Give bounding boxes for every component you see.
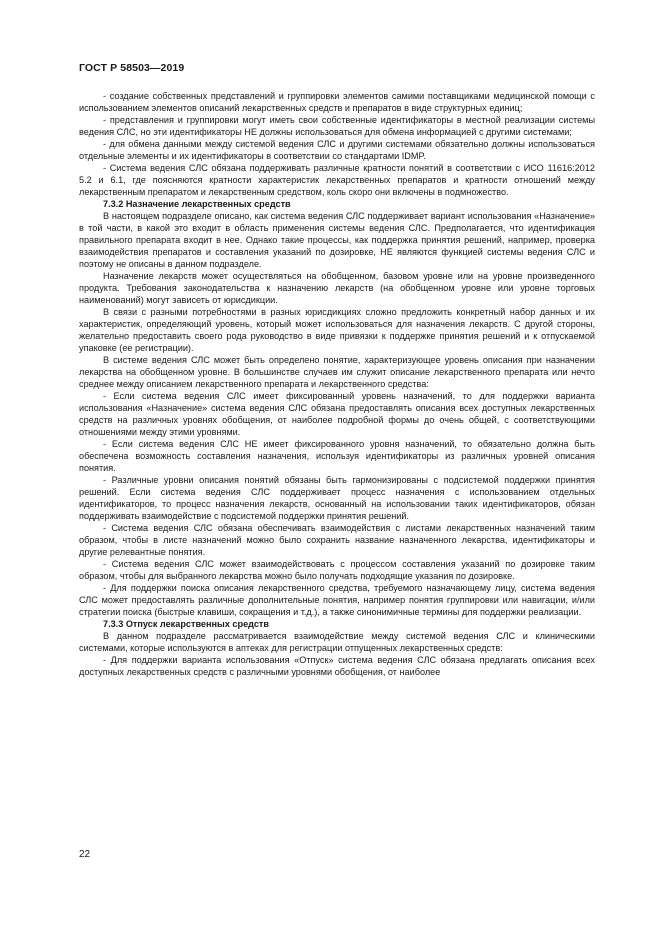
paragraph: В связи с разными потребностями в разных юрисдикциях сложно предложить конкретный набор данных и их характеристик, определяющий уровень, который может использоваться для назначения лекарств. С другой стороны, желательно предоставить своего рода руководство в виде привязки к поддержке принятия решений и к отпускаемой упаковке (ее регистрации).	[79, 307, 595, 353]
paragraph: - Если система ведения СЛС НЕ имеет фиксированного уровня назначений, то обязательно должна быть обеспечена возможность составления назначения, используя идентификаторы из различных уровней описания понятия.	[79, 439, 595, 473]
paragraph: - для обмена данными между системой ведения СЛС и другими системами обязательно должны использоваться отдельные элементы и их идентификаторы в соответствии со стандартами IDMP.	[79, 139, 595, 161]
paragraph: - Система ведения СЛС обязана поддерживать различные кратности понятий в соответствии с ИСО 11616:2012 5.2 и 6.1, где поясняются кратности характеристик лекарственных препаратов и кратности отношений между лекарственным препаратом и лекарственным средством, коль скоро они включены в подмножество.	[79, 163, 595, 197]
paragraph: - Система ведения СЛС может взаимодействовать с процессом составления указаний по дозировке таким образом, чтобы для выбранного лекарства можно было получать подходящие указания по дозировке.	[79, 559, 595, 581]
paragraph: Назначение лекарств может осуществляться на обобщенном, базовом уровне или на уровне произведенного продукта. Требования законодательства к назначению лекарств (на обобщенном уровне или уровне торговых наименований) могут зависеть от юрисдикции.	[79, 271, 595, 305]
paragraph: - представления и группировки могут иметь свои собственные идентификаторы в местной реализации системы ведения СЛС, но эти идентификаторы НЕ должны использоваться для обмена информацией с другими системами;	[79, 115, 595, 137]
document-body	[79, 90, 595, 678]
paragraph: В настоящем подразделе описано, как система ведения СЛС поддерживает вариант использования «Назначение» в той части, в какой это входит в область применения системы ведения СЛС. Предполагается, что идентификация правильного препарата входит в нее. Однако такие процессы, как поддержка принятия решений, например, проверка взаимодействия препаратов и составления указаний по дозировке, НЕ являются функцией системы ведения СЛС и поэтому не описаны в данном подразделе.	[79, 211, 595, 269]
section-heading: 7.3.2 Назначение лекарственных средств	[103, 199, 291, 209]
paragraph: - Если система ведения СЛС имеет фиксированный уровень назначений, то для поддержки варианта использования «Назначение» система ведения СЛС обязана предоставлять описания всех доступных лекарственных средств на различных уровнях обобщения, от наиболее подробной формы до очень общей, с соответствующими отношениями между этими уровнями.	[79, 391, 595, 437]
paragraph: - Для поддержки поиска описания лекарственного средства, требуемого назначающему лицу, система ведения СЛС может предоставлять различные дополнительные понятия, например понятия группировки или навигации, и/или стратегии поиска (быстрые клавиши, сокращения и т.д.), а также синонимичные термины для поддержки реализации.	[79, 583, 595, 617]
paragraph: В данном подразделе рассматривается взаимодействие между системой ведения СЛС и клиническими системами, которые используются в аптеках для регистрации отпущенных лекарственных средств:	[79, 631, 595, 653]
section-heading: 7.3.3 Отпуск лекарственных средств	[103, 619, 269, 629]
page-number: 22	[79, 849, 91, 860]
paragraph: - Система ведения СЛС обязана обеспечивать взаимодействия с листами лекарственных назначений таким образом, чтобы в листе назначений можно было сохранить название назначенного лекарства, идентификаторы и другие релевантные понятия.	[79, 523, 595, 557]
paragraph: В системе ведения СЛС может быть определено понятие, характеризующее уровень описания при назначении лекарства на обобщенном уровне. В большинстве случаев им служит описание лекарственного препарата или нечто среднее между описанием лекарственного препарата и лекарственного средства:	[79, 355, 595, 389]
paragraph: - создание собственных представлений и группировки элементов самими поставщиками медицинской помощи с использованием элементов описаний лекарственных средств и препаратов в виде структурных единиц;	[79, 91, 595, 113]
paragraph: - Для поддержки варианта использования «Отпуск» система ведения СЛС обязана предлагать описания всех доступных лекарственных средств с различными уровнями обобщения, от наиболее	[79, 655, 595, 677]
paragraph: - Различные уровни описания понятий обязаны быть гармонизированы с подсистемой поддержки принятия решений. Если система ведения СЛС поддерживает процесс назначения с использованием отдельных идентификаторов, то процесс назначения лекарств, основанный на использовании таких идентификаторов, обязан поддерживать взаимодействие с подсистемой поддержки принятия решений.	[79, 475, 595, 521]
page-header-standard-id: ГОСТ Р 58503—2019	[79, 62, 185, 74]
